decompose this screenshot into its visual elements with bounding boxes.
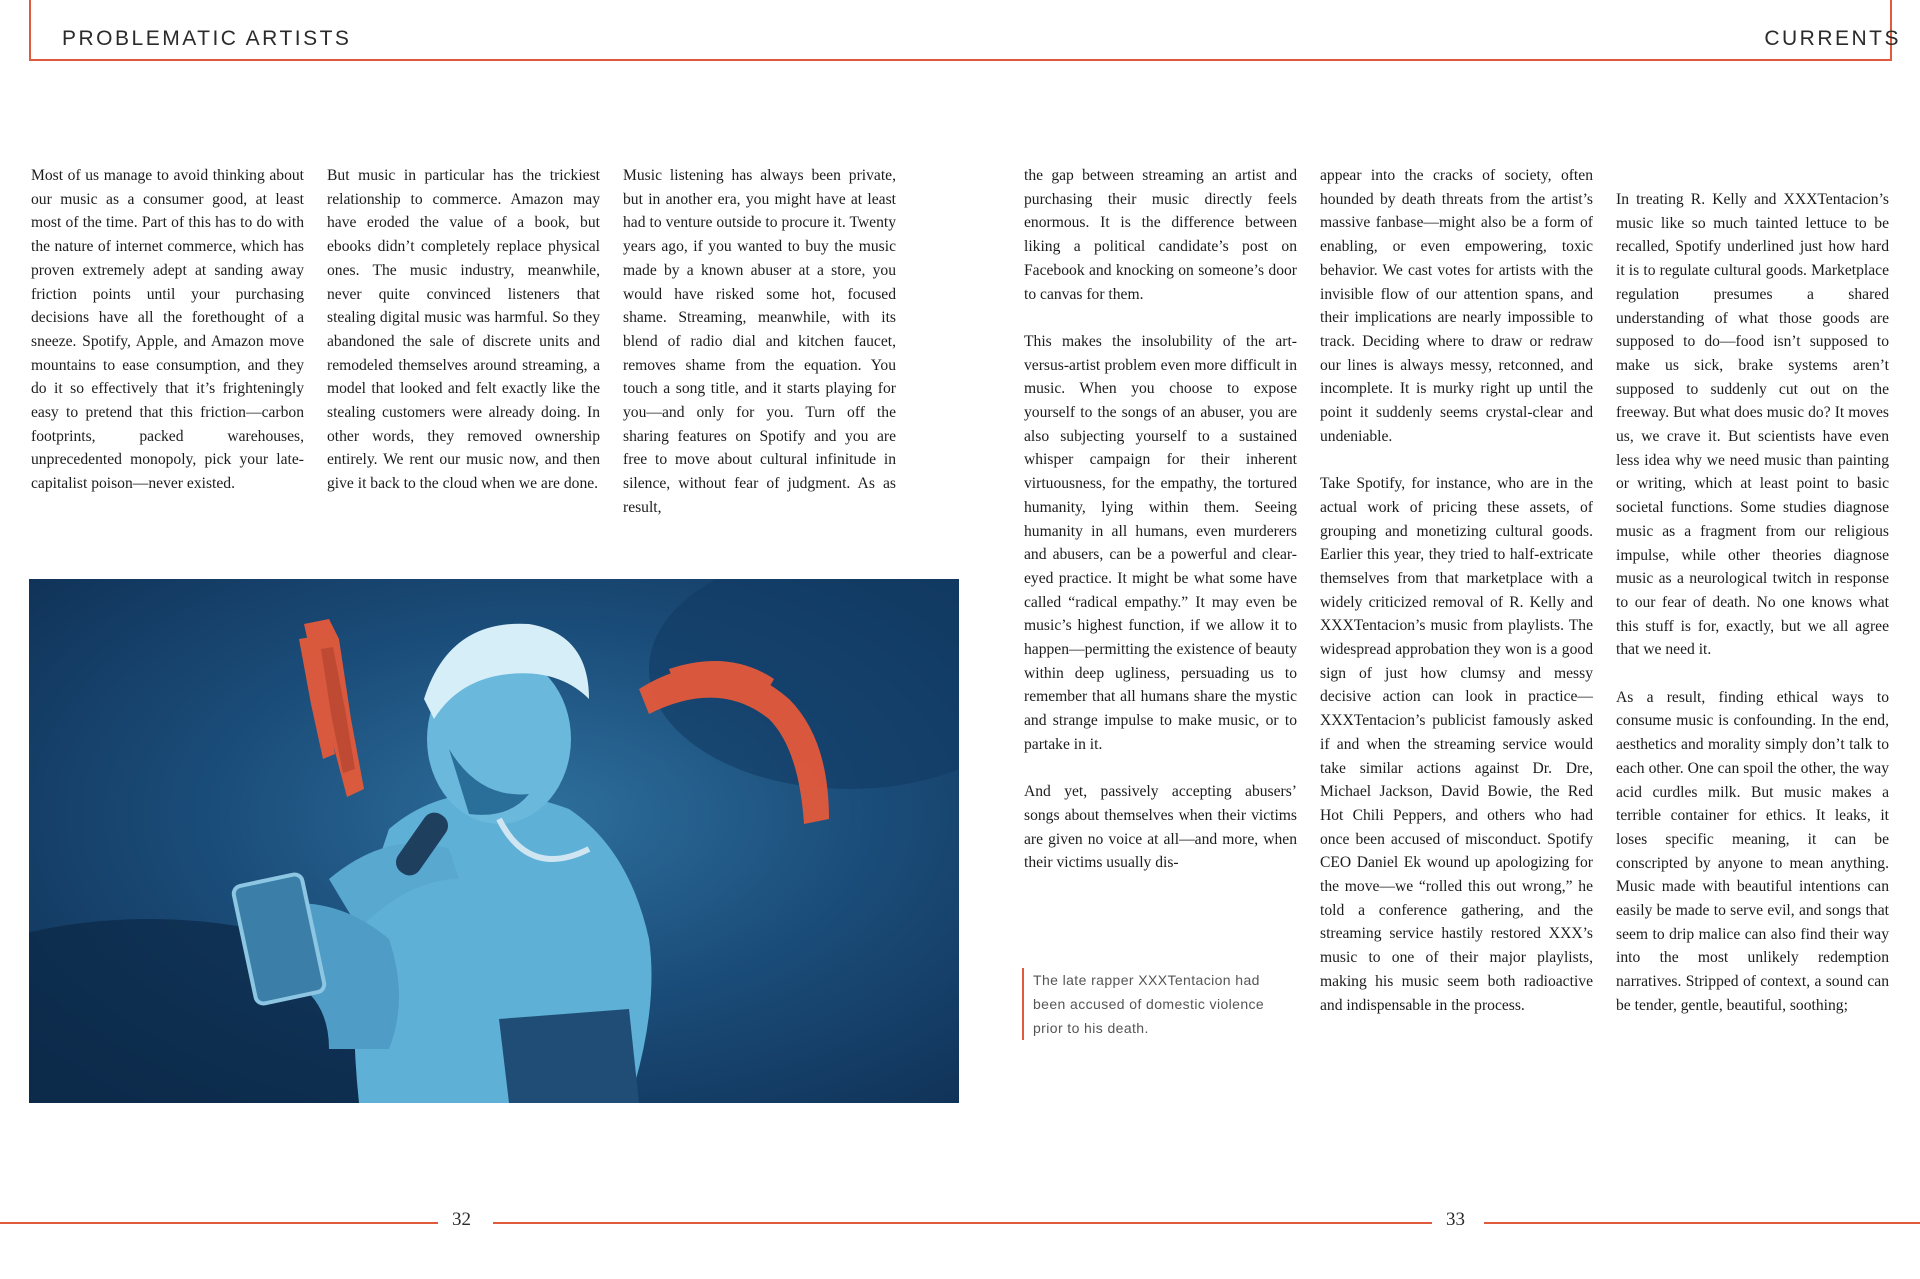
column-4 <box>1024 164 1297 875</box>
footer-rule-left <box>0 1222 438 1224</box>
photo-caption: The late rapper XXXTentacion had been accused of domestic violence prior to his death. <box>1022 968 1265 1040</box>
column-5 <box>1320 164 1593 1017</box>
right-page <box>960 0 1920 1279</box>
paragraph: Music listening has always been private, but in another era, you might have at least had to venture outside to procure it. Twenty years ago, if you wanted to buy the music made by a known abuser at a store, you would have risked some hot, focused shame. Streaming, meanwhile, with its blend of radio dial and kitchen faucet, removes shame from the equation. You touch a song title, and it starts playing for you—and only for you. Turn off the sharing features on Spotify and you are free to move about cultural infinitude in silence, without fear of judgment. As as result, <box>623 167 896 516</box>
paragraph: This makes the insolubility of the art-versus-artist problem even more difficult in music. When you choose to expose yourself to the songs of an abuser, you are also subjecting yourself to a sustained whisper campaign for their inherent virtuousness, for the empathy, the tortured humanity, lying within them. Seeing humanity in all humans, even murderers and abusers, can be a powerful and clear-eyed practice. It might be what some have called “radical empathy.” It may even be music’s highest function, if we allow it to happen—permitting the existence of beauty within deep ugliness, persuading us to remember that all humans share the mystic and strange impulse to make music, or to partake in it. <box>1024 332 1297 753</box>
header-rule <box>960 0 1892 61</box>
page-number-left: 32 <box>452 1209 471 1230</box>
brush-stroke-left <box>299 619 364 797</box>
footer-rule-center-left <box>493 1222 960 1224</box>
paragraph: As a result, finding ethical ways to consume music is confounding. In the end, aesthetics and morality simply don’t talk to each other. One can spoil the other, the way acid curdles milk. But music makes a terrible container for ethics. It leaks, it loses specific meaning, it can be conscripted by anyone to mean anything. Music made with beautiful intentions can easily be made to serve evil, and songs that seem to drip malice can also find their way into the most unlikely redemption narratives. Stripped of context, a sound can be tender, gentle, beautiful, soothing; <box>1616 688 1889 1014</box>
footer-rule-center-right <box>960 1222 1432 1224</box>
column-3 <box>623 164 896 520</box>
paragraph: appear into the cracks of society, often hounded by death threats from the artist’s massive fanbase—might also be a form of enabling, or even empowering, toxic behavior. We cast votes for artists with the invisible flow of our attention spans, and their implications are nearly impossible to track. Deciding where to draw or redraw our lines is always messy, retconned, and incomplete. It is murky right up until the point it suddenly seems crystal-clear and undeniable. <box>1320 167 1593 445</box>
paragraph: In treating R. Kelly and XXXTentacion’s music like so much tainted lettuce to be recalled, Spotify underlined just how hard it is to regulate cultural goods. Marketplace regulation presumes a shared understanding of what those goods are supposed to do—food isn’t supposed to make us sick, brake systems aren’t supposed to suddenly cut out on the freeway. But what does music do? It moves us, we crave it. But scientists have even less idea why we need music than painting or writing, which at least point to basic societal functions. Some studies diagnose music as a fragment from our religious impulse, while other theories diagnose music as a neurological twitch in response to our fear of death. No one knows what this stuff is for, exactly, but we all agree that we need it. <box>1616 191 1889 659</box>
performer-photo <box>29 579 959 1103</box>
running-head-left: PROBLEMATIC ARTISTS <box>62 27 352 50</box>
paragraph: Take Spotify, for instance, who are in the actual work of pricing these assets, of grouping and monetizing cultural goods. Earlier this year, they tried to half-extricate themselves from that marketplace with a widely criticized removal of R. Kelly and XXXTentacion’s music from playlists. The widespread approbation they won is a good sign of just how clumsy and messy decisive action can look in practice—XXXTentacion’s publicist famously asked if and when the streaming service would take similar actions against Dr. Dre, Michael Jackson, David Bowie, the Red Hot Chili Peppers, and others who had once been accused of misconduct. Spotify CEO Daniel Ek wound up apologizing for the move—we “rolled this out wrong,” he told a conference gathering, and the streaming service hastily restored XXX’s music to one of their major playlists, making his music seem both radioactive and indispensable in the process. <box>1320 475 1593 1014</box>
paragraph: Most of us manage to avoid thinking about our music as a consumer good, at least most of the time. Part of this has to do with the nature of internet commerce, which has proven extremely adept at sanding away friction points until your purchasing decisions have all the forethought of a sneeze. Spotify, Apple, and Amazon move mountains to ease consumption, and they do it so effectively that it’s frighteningly easy to pretend that this friction—carbon footprints, packed warehouses, unprecedented monopoly, pick your late-capitalist poison—never existed. <box>31 167 304 493</box>
running-head-right: CURRENTS <box>1764 27 1901 50</box>
column-2 <box>327 164 600 496</box>
paragraph: But music in particular has the trickiest relationship to commerce. Amazon may have eroded the value of a book, but ebooks didn’t completely replace physical ones. The music industry, meanwhile, never quite convinced listeners that stealing digital music was harmful. So they abandoned the sale of discrete units and remodeled themselves around streaming, a model that looked and felt exactly like the stealing customers were already doing. In other words, they removed ownership entirely. We rent our music now, and then give it back to the cloud when we are done. <box>327 167 600 493</box>
paragraph: And yet, passively accepting abusers’ songs about themselves when their victims are given no voice at all—and more, when their victims usually dis- <box>1024 783 1297 872</box>
paragraph: the gap between streaming an artist and purchasing their music directly feels enormous. It is the difference between liking a political candidate’s post on Facebook and knocking on someone’s door to canvas for them. <box>1024 167 1297 303</box>
footer-rule-right <box>1484 1222 1920 1224</box>
page-number-right: 33 <box>1446 1209 1465 1230</box>
column-6 <box>1616 188 1889 1018</box>
column-1 <box>31 164 304 496</box>
